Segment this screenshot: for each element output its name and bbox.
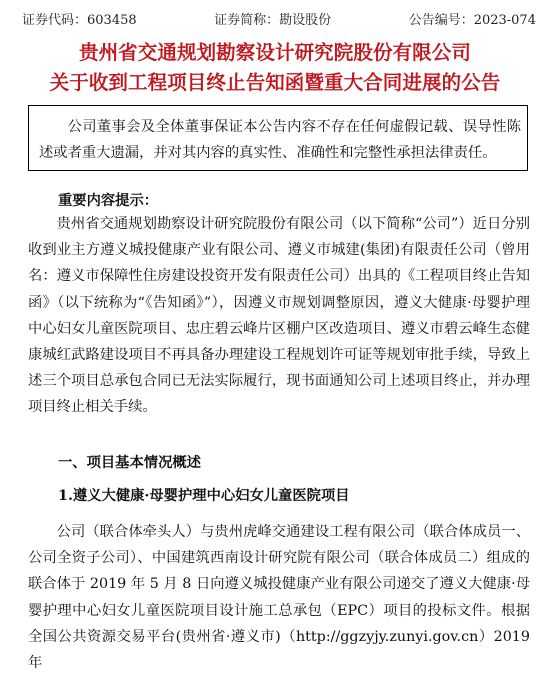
document-header xyxy=(22,9,536,28)
project-paragraph: 公司（联合体牵头人）与贵州虎峰交通建设工程有限公司（联合体成员一、公司全资子公司）、中国建筑西南设计研究院有限公司（联合体成员二）组成的联合体于 2019 年 5 月 8 日向遵义城投健康产业有限公司递交了遵义大健康·母婴护理中心妇女儿童医院项目设计施工总承包（EPC）项目的投标文件。根据全国公共资源交易平台(贵州省·遵义市)（http://ggzyjy.zunyi.gov.cn）2019 年 xyxy=(28,524,530,672)
section-heading: 一、项目基本情况概述 xyxy=(58,455,201,471)
subsection-heading: 1.遵义大健康·母婴护理中心妇女儿童医院项目 xyxy=(58,488,350,504)
key-points-heading: 重要内容提示： xyxy=(58,193,159,209)
announcement-number: 公告编号：2023-074 xyxy=(408,13,536,28)
board-statement-box: 公司董事会及全体董事保证本公告内容不存在任何虚假记载、误导性陈述或者重大遗漏，并对其内容的真实性、准确性和完整性承担法律责任。 xyxy=(28,105,528,171)
company-title: 贵州省交通规划勘察设计研究院股份有限公司 xyxy=(78,41,471,64)
stock-short-name: 证券简称：勘设股份 xyxy=(214,13,332,28)
key-points-paragraph: 贵州省交通规划勘察设计研究院股份有限公司（以下简称“公司”）近日分别收到业主方遵义城投健康产业有限公司、遵义市城建(集团)有限责任公司（曾用名：遵义市保障性住房建设投资开发有限责任公司）出具的《工程项目终止告知函》（以下统称为“《告知函》”），因遵义市规划调整原因，遵义大健康·母婴护理中心妇女儿童医院项目、忠庄碧云峰片区棚户区改造项目、遵义市碧云峰生态健康城红武路建设项目不再具备办理建设工程规划许可证等规划审批手续，导致上述三个项目总承包合同已无法实际履行，现书面通知公司上述项目终止，并办理项目终止相关手续。 xyxy=(28,216,530,416)
stock-code: 证券代码：603458 xyxy=(22,13,137,28)
announcement-title: 关于收到工程项目终止告知函暨重大合同进展的公告 xyxy=(49,71,501,94)
